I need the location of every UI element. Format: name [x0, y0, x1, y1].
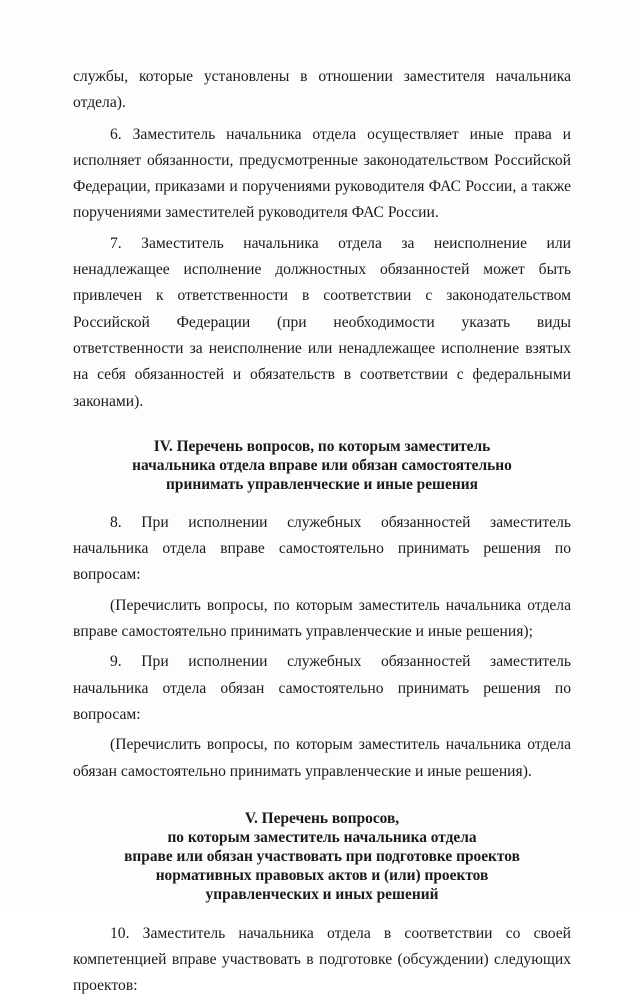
paragraph-8-note: (Перечислить вопросы, по которым заместитель начальника отдела вправе самостоятельно принимать управленческие и иные решения); [73, 596, 571, 641]
section-5-heading-line-5: управленческих и иных решений [205, 885, 439, 903]
section-4-heading-line-2: начальника отдела вправе или обязан самостоятельно [132, 456, 512, 474]
section-5-heading-line-3: вправе или обязан участвовать при подготовке проектов [124, 847, 520, 865]
section-5-heading-line-1: V. Перечень вопросов, [244, 809, 400, 827]
section-4-heading [73, 437, 571, 494]
section-4-heading-line-3: принимать управленческие и иные решения [166, 475, 478, 493]
paragraph-7: 7. Заместитель начальника отдела за неисполнение или ненадлежащее исполнение должностных обязанностей может быть привлечен к ответственности в соответствии с законодательством Российской Федерации (при необходимости указать виды ответственности за неисполнение или ненадлежащее исполнение взятых на себя обязанностей и обязательств в соответствии с федеральными законами). [73, 234, 571, 410]
section-5-heading-line-2: по которым заместитель начальника отдела [167, 828, 477, 846]
paragraph-8: 8. При исполнении служебных обязанностей заместитель начальника отдела вправе самостоятельно принимать решения по вопросам: [73, 513, 571, 584]
paragraph-10: 10. Заместитель начальника отдела в соответствии со своей компетенцией вправе участвовать в подготовке (обсуждении) следующих проектов: [73, 924, 571, 995]
paragraph-continuation: службы, которые установлены в отношении заместителя начальника отдела). [73, 68, 571, 112]
section-5-heading [73, 809, 571, 904]
paragraph-9: 9. При исполнении служебных обязанностей заместитель начальника отдела обязан самостоятельно принимать решения по вопросам: [73, 653, 571, 723]
paragraph-6: 6. Заместитель начальника отдела осуществляет иные права и исполняет обязанности, предусмотренные законодательством Российской Федерации, приказами и поручениями руководителя ФАС России, а также поручениями заместителей руководителя ФАС России. [73, 125, 571, 222]
paragraph-9-note: (Перечислить вопросы, по которым заместитель начальника отдела обязан самостоятельно принимать управленческие и иные решения). [73, 736, 571, 780]
section-5-heading-line-4: нормативных правовых актов и (или) проектов [155, 866, 489, 884]
section-4-heading-line-1: IV. Перечень вопросов, по которым заместитель [153, 437, 491, 455]
document-body [73, 64, 571, 1000]
